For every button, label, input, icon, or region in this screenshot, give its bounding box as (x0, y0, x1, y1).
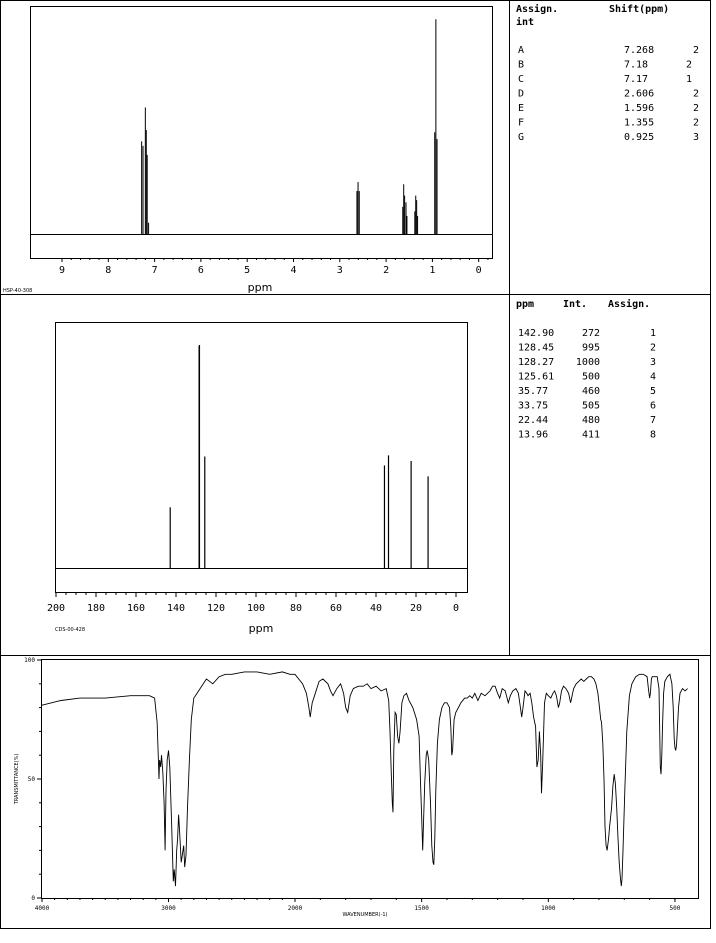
hnmr-x-tick-label: 2 (383, 265, 390, 276)
ir-x-tick-label: 1000 (541, 905, 556, 912)
cnmr-row-assign: 7 (650, 415, 657, 426)
cnmr-row-assign: 2 (650, 342, 657, 354)
hnmr-row-shift: 7.268 (624, 45, 655, 56)
hnmr-x-tick-label: 1 (429, 265, 436, 276)
ir-x-tick-label: 2000 (287, 905, 303, 912)
ir-x-tick-label: 4000 (34, 905, 50, 912)
hnmr-plot (3, 7, 493, 295)
cnmr-row-assign: 6 (650, 400, 657, 412)
ir-y-tick-label: 100 (24, 657, 35, 664)
hnmr-axis (59, 258, 488, 276)
hnmr-row-assign: C (518, 74, 525, 85)
cnmr-row-int: 272 (581, 328, 600, 339)
ir-x-tick-label: 3000 (161, 905, 176, 912)
hnmr-frame (31, 7, 493, 259)
hnmr-row-int: 2 (693, 117, 700, 129)
hnmr-table (516, 3, 699, 143)
cnmr-x-tick-label: 40 (369, 603, 383, 614)
hnmr-row-assign: F (518, 117, 525, 129)
cnmr-frame (56, 323, 468, 593)
cnmr-row-ppm: 125.61 (518, 371, 555, 383)
hnmr-x-tick-label: 4 (290, 265, 297, 276)
ir-y-axis-label: TRANSMITTANCE(%) (14, 753, 20, 805)
hnmr-header-int: int (516, 17, 535, 28)
ir-y-tick-label: 0 (31, 895, 35, 902)
cnmr-row-ppm: 22.44 (518, 415, 549, 426)
cnmr-x-tick-label: 100 (246, 603, 266, 614)
hnmr-row-assign: D (518, 88, 525, 100)
hnmr-peaks (142, 19, 437, 234)
cnmr-row-assign: 4 (650, 371, 657, 383)
hnmr-row-int: 2 (693, 88, 700, 100)
hnmr-row-shift: 7.18 (624, 59, 649, 71)
cnmr-x-tick-label: 140 (166, 603, 186, 614)
hnmr-rows (518, 45, 699, 143)
ir-y-tick-label: 50 (27, 776, 35, 783)
cnmr-x-tick-label: 0 (452, 603, 460, 614)
cnmr-row-int: 460 (581, 386, 600, 397)
cnmr-row-ppm: 128.27 (518, 357, 555, 368)
hnmr-row-shift: 1.596 (624, 103, 655, 114)
hnmr-x-tick-label: 9 (58, 265, 66, 276)
cnmr-row-ppm: 35.77 (518, 386, 549, 397)
cnmr-row-ppm: 33.75 (518, 400, 549, 412)
cnmr-row-assign: 5 (650, 386, 657, 397)
cnmr-header-int: Int. (563, 299, 588, 310)
cnmr-row-int: 480 (581, 415, 600, 426)
hnmr-row-int: 1 (686, 74, 693, 85)
hnmr-x-tick-label: 6 (197, 265, 204, 276)
hnmr-row-int: 2 (693, 103, 700, 114)
cnmr-peaks (170, 345, 428, 568)
cnmr-row-assign: 1 (650, 328, 657, 339)
hnmr-row-assign: G (518, 132, 525, 143)
cnmr-row-int: 500 (581, 371, 600, 383)
ir-x-tick-label: 500 (669, 905, 681, 912)
cnmr-header-ppm: ppm (516, 299, 535, 310)
hnmr-row-int: 3 (693, 132, 700, 143)
cnmr-axis (47, 592, 459, 614)
cnmr-row-ppm: 128.45 (518, 342, 555, 354)
cnmr-row-assign: 8 (650, 429, 657, 441)
hnmr-x-tick-label: 7 (151, 265, 158, 276)
hnmr-row-shift: 7.17 (624, 74, 649, 85)
hnmr-x-tick-label: 8 (105, 265, 112, 276)
cnmr-x-tick-label: 120 (206, 603, 226, 614)
cnmr-plot (47, 323, 468, 636)
hnmr-row-shift: 0.925 (624, 132, 655, 143)
cnmr-x-tick-label: 200 (46, 603, 66, 614)
cnmr-row-assign: 3 (650, 357, 657, 368)
hnmr-x-tick-label: 0 (475, 265, 482, 276)
cnmr-row-ppm: 142.90 (518, 328, 555, 339)
cnmr-row-int: 1000 (575, 357, 600, 368)
cnmr-x-tick-label: 180 (86, 603, 106, 614)
hnmr-row-int: 2 (686, 59, 693, 71)
ir-plot (14, 657, 699, 918)
cnmr-x-tick-label: 160 (126, 603, 146, 614)
cnmr-row-int: 995 (581, 342, 600, 354)
hnmr-x-tick-label: 3 (336, 265, 343, 276)
cnmr-row-ppm: 13.96 (518, 429, 549, 441)
cnmr-header-assign: Assign. (608, 299, 651, 310)
hnmr-row-int: 2 (693, 45, 700, 56)
hnmr-row-assign: E (518, 103, 525, 114)
hnmr-row-shift: 1.355 (624, 117, 655, 129)
cnmr-table (516, 298, 656, 441)
hnmr-header-shift: Shift(ppm) (609, 4, 670, 15)
hnmr-x-axis-label: ppm (247, 281, 273, 294)
hnmr-code: HSP-40-308 (3, 288, 33, 294)
cnmr-code: CDS-00-428 (55, 627, 86, 633)
hnmr-x-tick-label: 5 (244, 265, 251, 276)
ir-x-tick-label: 1500 (414, 905, 429, 912)
cnmr-x-tick-label: 20 (409, 603, 423, 614)
cnmr-row-int: 411 (581, 429, 600, 441)
hnmr-row-shift: 2.606 (624, 88, 655, 100)
cnmr-x-tick-label: 80 (289, 603, 303, 614)
hnmr-row-assign: A (518, 45, 525, 56)
hnmr-row-assign: B (518, 59, 525, 71)
ir-series-line (42, 672, 688, 886)
cnmr-x-tick-label: 60 (329, 603, 343, 614)
ir-x-axis-label: WAVENUMBER(-1) (342, 912, 388, 918)
cnmr-rows (518, 328, 656, 441)
hnmr-header-assign: Assign. (516, 4, 559, 15)
ir-axis (24, 657, 681, 912)
cnmr-row-int: 505 (581, 400, 600, 412)
cnmr-x-axis-label: ppm (248, 622, 274, 635)
